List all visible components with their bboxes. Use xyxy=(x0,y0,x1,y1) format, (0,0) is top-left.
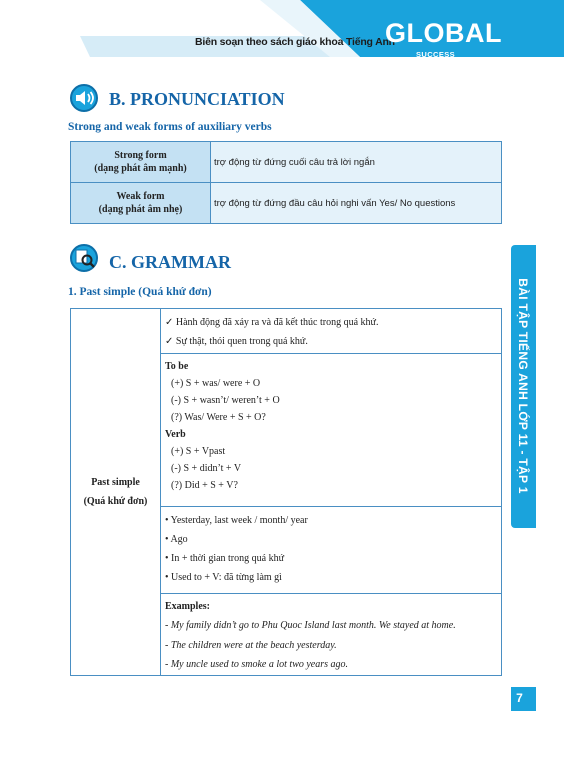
strong-form-label xyxy=(71,142,211,183)
usage-item: ✓ Hành động đã xảy ra và đã kết thúc trong quá khứ. xyxy=(165,317,379,328)
signal-words-cell xyxy=(161,507,502,594)
tense-cell xyxy=(71,309,161,676)
example-item: - The children were at the beach yesterday. xyxy=(165,639,337,651)
form-cell xyxy=(161,354,502,507)
signal-item: • Ago xyxy=(165,534,188,545)
header-banner xyxy=(0,0,564,57)
form-line: (+) S + was/ were + O xyxy=(171,378,261,389)
verb-label: Verb xyxy=(165,429,186,440)
label-line: Strong form xyxy=(114,149,167,161)
strong-form-desc: trợ động từ đứng cuối câu trả lời ngắn xyxy=(211,142,502,183)
signal-item: • In + thời gian trong quá khứ xyxy=(165,553,284,564)
signal-item: • Yesterday, last week / month/ year xyxy=(165,515,308,526)
tense-translation: (Quá khứ đơn) xyxy=(83,495,148,507)
brand-subtitle: SUCCESS xyxy=(416,50,456,59)
usage-item: ✓ Sự thật, thói quen trong quá khứ. xyxy=(165,336,308,347)
label-line: (dạng phát âm nhẹ) xyxy=(98,204,183,215)
usage-cell xyxy=(161,309,502,354)
grammar-subheading: 1. Past simple (Quá khứ đơn) xyxy=(68,286,212,298)
table-row xyxy=(71,183,502,224)
weak-form-desc: trợ động từ đứng đầu câu hỏi nghi vấn Yes/ No questions xyxy=(211,183,502,224)
table-row xyxy=(71,142,502,183)
tense-name: Past simple xyxy=(91,476,140,488)
form-line: (-) S + didn’t + V xyxy=(171,463,242,474)
pronunciation-subheading: Strong and weak forms of auxiliary verbs xyxy=(68,121,272,133)
examples-cell xyxy=(161,594,502,676)
example-item: - My uncle used to smoke a lot two years ago. xyxy=(165,659,349,670)
pronunciation-table xyxy=(70,141,502,224)
brand-title: GLOBAL xyxy=(385,18,502,48)
label-line: (dạng phát âm mạnh) xyxy=(94,163,187,174)
label-line: Weak form xyxy=(116,190,165,202)
grammar-heading: C. GRAMMAR xyxy=(109,252,231,272)
side-tab-text: BÀI TẬP TIẾNG ANH LỚP 11 - TẬP 1 xyxy=(516,278,530,494)
form-line: (?) Did + S + V? xyxy=(171,480,238,491)
weak-form-label xyxy=(71,183,211,224)
header-subtitle: Biên soạn theo sách giáo khoa Tiếng Anh xyxy=(195,36,395,48)
examples-label: Examples: xyxy=(165,601,210,612)
form-line: (?) Was/ Were + S + O? xyxy=(171,412,266,423)
table-row xyxy=(71,309,502,354)
pronunciation-heading: B. PRONUNCIATION xyxy=(109,89,285,109)
form-line: (+) S + Vpast xyxy=(171,446,226,457)
page-number-box xyxy=(511,687,536,711)
tobe-label: To be xyxy=(165,361,189,372)
example-item: - My family didn’t go to Phu Quoc Island last month. We stayed at home. xyxy=(165,620,456,631)
page-number: 7 xyxy=(516,691,523,705)
speaker-icon xyxy=(69,83,99,113)
magnifier-icon xyxy=(69,243,99,273)
form-line: (-) S + wasn’t/ weren’t + O xyxy=(171,395,280,406)
grammar-table xyxy=(70,308,502,676)
signal-item: • Used to + V: đã từng làm gì xyxy=(165,572,282,583)
